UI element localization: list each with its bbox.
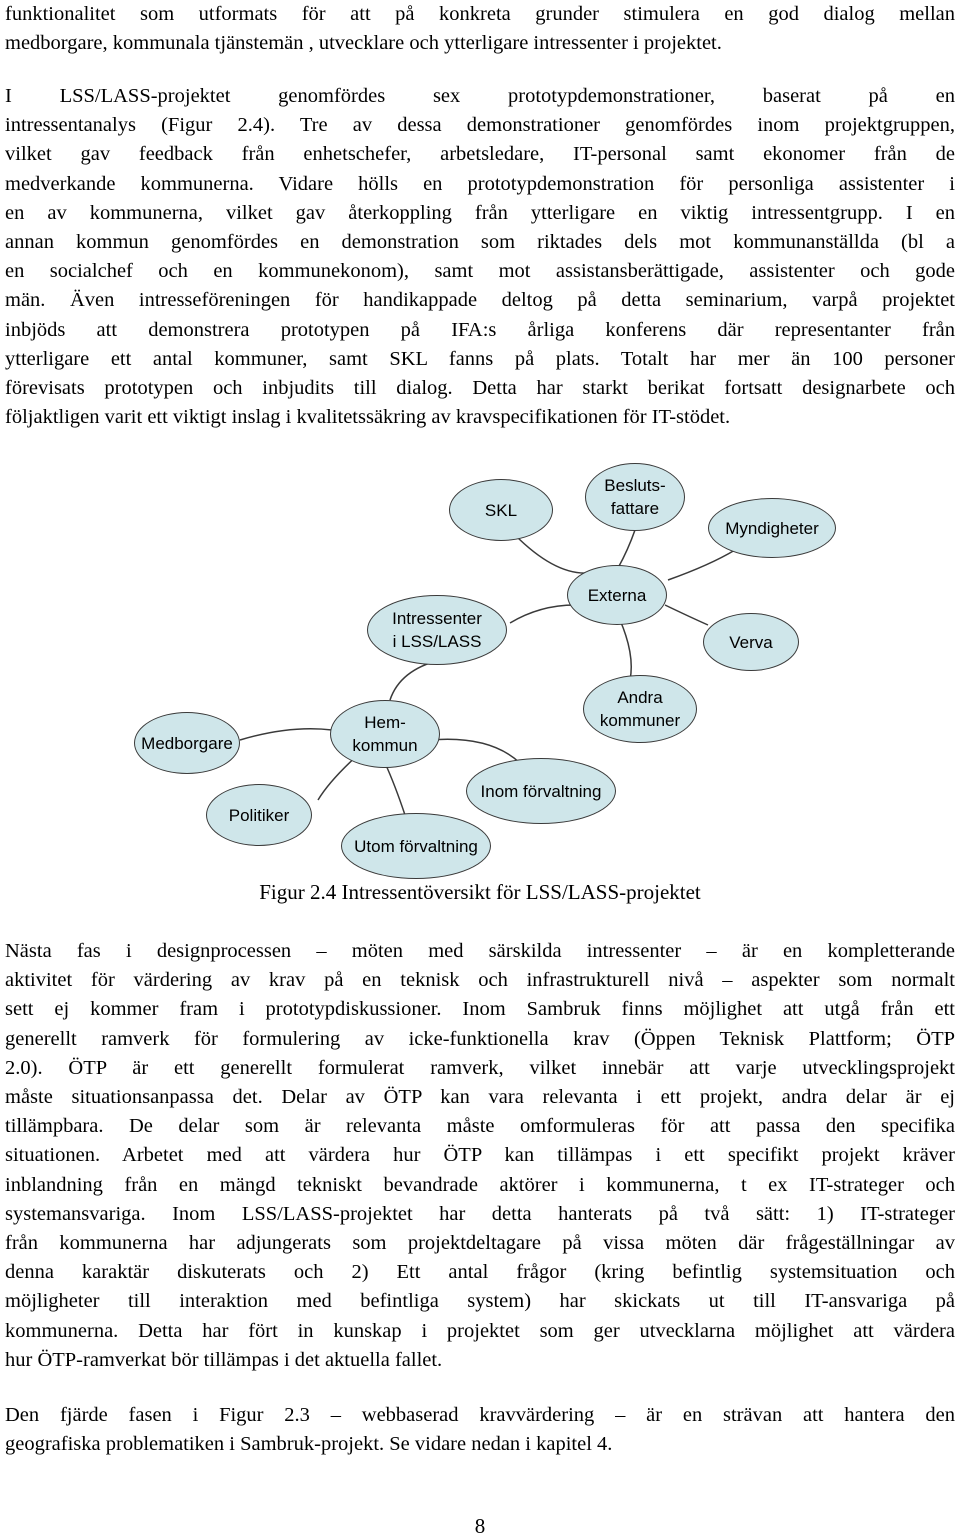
connector-intressenter-hem bbox=[390, 660, 440, 700]
text-line: medverkande kommunerna. Vidare hölls en prototypdemonstration för personliga assistenter i bbox=[5, 172, 955, 195]
node-andra-kommuner: Andra kommuner bbox=[583, 675, 697, 743]
text-line: sett ej kommer fram i prototypdiskussioner. Inom Sambruk finns möjlighet att utgå från ett bbox=[5, 998, 955, 1021]
text-line: från kommunerna har adjungerats som projektdeltagare på vissa möten där frågeställningar av bbox=[5, 1232, 955, 1255]
text-line: tillämpbara. De delar som är relevanta måste omformuleras för att passa den specifika bbox=[5, 1115, 955, 1138]
text-line: denna karaktär diskuterats och 2) Ett antal frågor (kring befintlig systemsituation och bbox=[5, 1261, 955, 1284]
text-line: en socialchef och en kommunekonom), samt mot assistansberättigade, assistenter och gode bbox=[5, 260, 955, 283]
text-line: följaktligen varit ett viktigt inslag i kvalitetssäkring av kravspecifikationen för IT-stödet. bbox=[5, 406, 731, 429]
paragraph-fjarde-fasen bbox=[5, 1401, 955, 1459]
connector-skl-externa bbox=[515, 535, 588, 573]
node-verva: Verva bbox=[703, 613, 799, 671]
connector-myndigheter-externa bbox=[668, 550, 735, 580]
text-line: vilket gav feedback från enhetschefer, arbetsledare, IT-personal samt ekonomer från de bbox=[5, 143, 955, 166]
text-line: inbjöds att demonstrera prototypen på IFA:s årliga konferens där representanter från bbox=[5, 318, 955, 341]
text-line: inblandning från en mängd tekniskt bevandrade aktörer i kommunerna, t ex IT-strateger och bbox=[5, 1173, 955, 1196]
text-line: 2.0). ÖTP är ett generellt formulerat ramverk, vilket innebär att varje utvecklingsprojekt bbox=[5, 1056, 955, 1079]
text-line: intressentanalys (Figur 2.4). Tre av dessa demonstrationer genomfördes inom projektgruppen, bbox=[5, 114, 955, 137]
text-line: funktionalitet som utformats för att på konkreta grunder stimulera en god dialog mellan bbox=[5, 3, 955, 25]
text-line: Nästa fas i designprocessen – möten med särskilda intressenter – är en kompletterande bbox=[5, 940, 955, 962]
connector-externa-andra bbox=[620, 620, 631, 680]
connector-hem-utom bbox=[385, 763, 405, 815]
node-inom-forvaltning: Inom förvaltning bbox=[466, 758, 616, 824]
paragraph-intro bbox=[5, 0, 955, 58]
connector-beslutsfattare-externa bbox=[618, 530, 635, 568]
text-line: förevisats prototypen och inbjudits till dialog. Detta har starkt berikat fortsatt designarbete och bbox=[5, 377, 955, 400]
node-beslutsfattare: Besluts- fattare bbox=[585, 463, 685, 531]
page-number: 8 bbox=[474, 1514, 486, 1538]
text-line: kommunerna. Detta har fört in kunskap i projektet som ger utvecklarna möjlighet att värdera bbox=[5, 1319, 955, 1342]
connector-externa-verva bbox=[665, 605, 708, 625]
text-line: medborgare, kommunala tjänstemän , utvecklare och ytterligare intressenter i projektet. bbox=[5, 32, 722, 55]
node-politiker: Politiker bbox=[206, 784, 312, 846]
stakeholder-diagram bbox=[0, 455, 960, 875]
node-myndigheter: Myndigheter bbox=[708, 498, 836, 558]
text-line: I LSS/LASS-projektet genomfördes sex prototypdemonstrationer, baserat på en bbox=[5, 85, 955, 107]
figure-caption: Figur 2.4 Intressentöversikt för LSS/LASS-projektet bbox=[259, 880, 701, 904]
text-line: annan kommun genomfördes en demonstration som riktades dels mot kommunanställda (bl a bbox=[5, 231, 955, 254]
text-line: situationen. Arbetet med att värdera hur ÖTP kan tillämpas i ett specifikt projekt kräver bbox=[5, 1144, 955, 1167]
node-medborgare: Medborgare bbox=[134, 712, 240, 774]
text-line: aktivitet för värdering av krav på en teknisk och infrastrukturell nivå – aspekter som normalt bbox=[5, 969, 955, 992]
connector-intressenter-externa bbox=[510, 605, 575, 623]
text-line: måste situationsanpassa det. Delar av ÖTP kan vara relevanta i ett projekt, andra delar är ej bbox=[5, 1086, 955, 1109]
connector-medborgare-hem bbox=[240, 729, 332, 740]
text-line: geografiska problematiken i Sambruk-projekt. Se vidare nedan i kapitel 4. bbox=[5, 1433, 613, 1456]
text-line: systemansvariga. Inom LSS/LASS-projektet har detta hanterats på två sätt: 1) IT-strateger bbox=[5, 1202, 955, 1225]
node-intressenter: Intressenter i LSS/LASS bbox=[367, 595, 507, 665]
text-line: generellt ramverk för formulering av icke-funktionella krav (Öppen Teknisk Plattform; ÖTP bbox=[5, 1027, 955, 1050]
node-skl: SKL bbox=[449, 479, 553, 541]
text-line: ytterligare ett antal kommuner, samt SKL fanns på plats. Totalt har mer än 100 personer bbox=[5, 347, 955, 370]
text-line: möjligheter till interaktion med befintliga system) har skickats ut till IT-ansvariga på bbox=[5, 1290, 955, 1313]
connector-hem-inom bbox=[430, 739, 520, 763]
text-line: hur ÖTP-ramverkat bör tillämpas i det aktuella fallet. bbox=[5, 1348, 443, 1371]
paragraph-prototype-demos bbox=[5, 82, 955, 432]
node-utom-forvaltning: Utom förvaltning bbox=[341, 813, 491, 879]
node-hemkommun: Hem- kommun bbox=[330, 700, 440, 768]
paragraph-designprocess bbox=[5, 937, 955, 1375]
text-line: män. Även intresseföreningen för handikappade deltog på detta seminarium, varpå projektet bbox=[5, 289, 955, 312]
node-externa: Externa bbox=[567, 565, 667, 625]
text-line: Den fjärde fasen i Figur 2.3 – webbaserad kravvärdering – är en strävan att hantera den bbox=[5, 1404, 955, 1426]
text-line: en av kommunerna, vilket gav återkoppling från ytterligare en viktig intressentgrupp. I en bbox=[5, 201, 955, 224]
